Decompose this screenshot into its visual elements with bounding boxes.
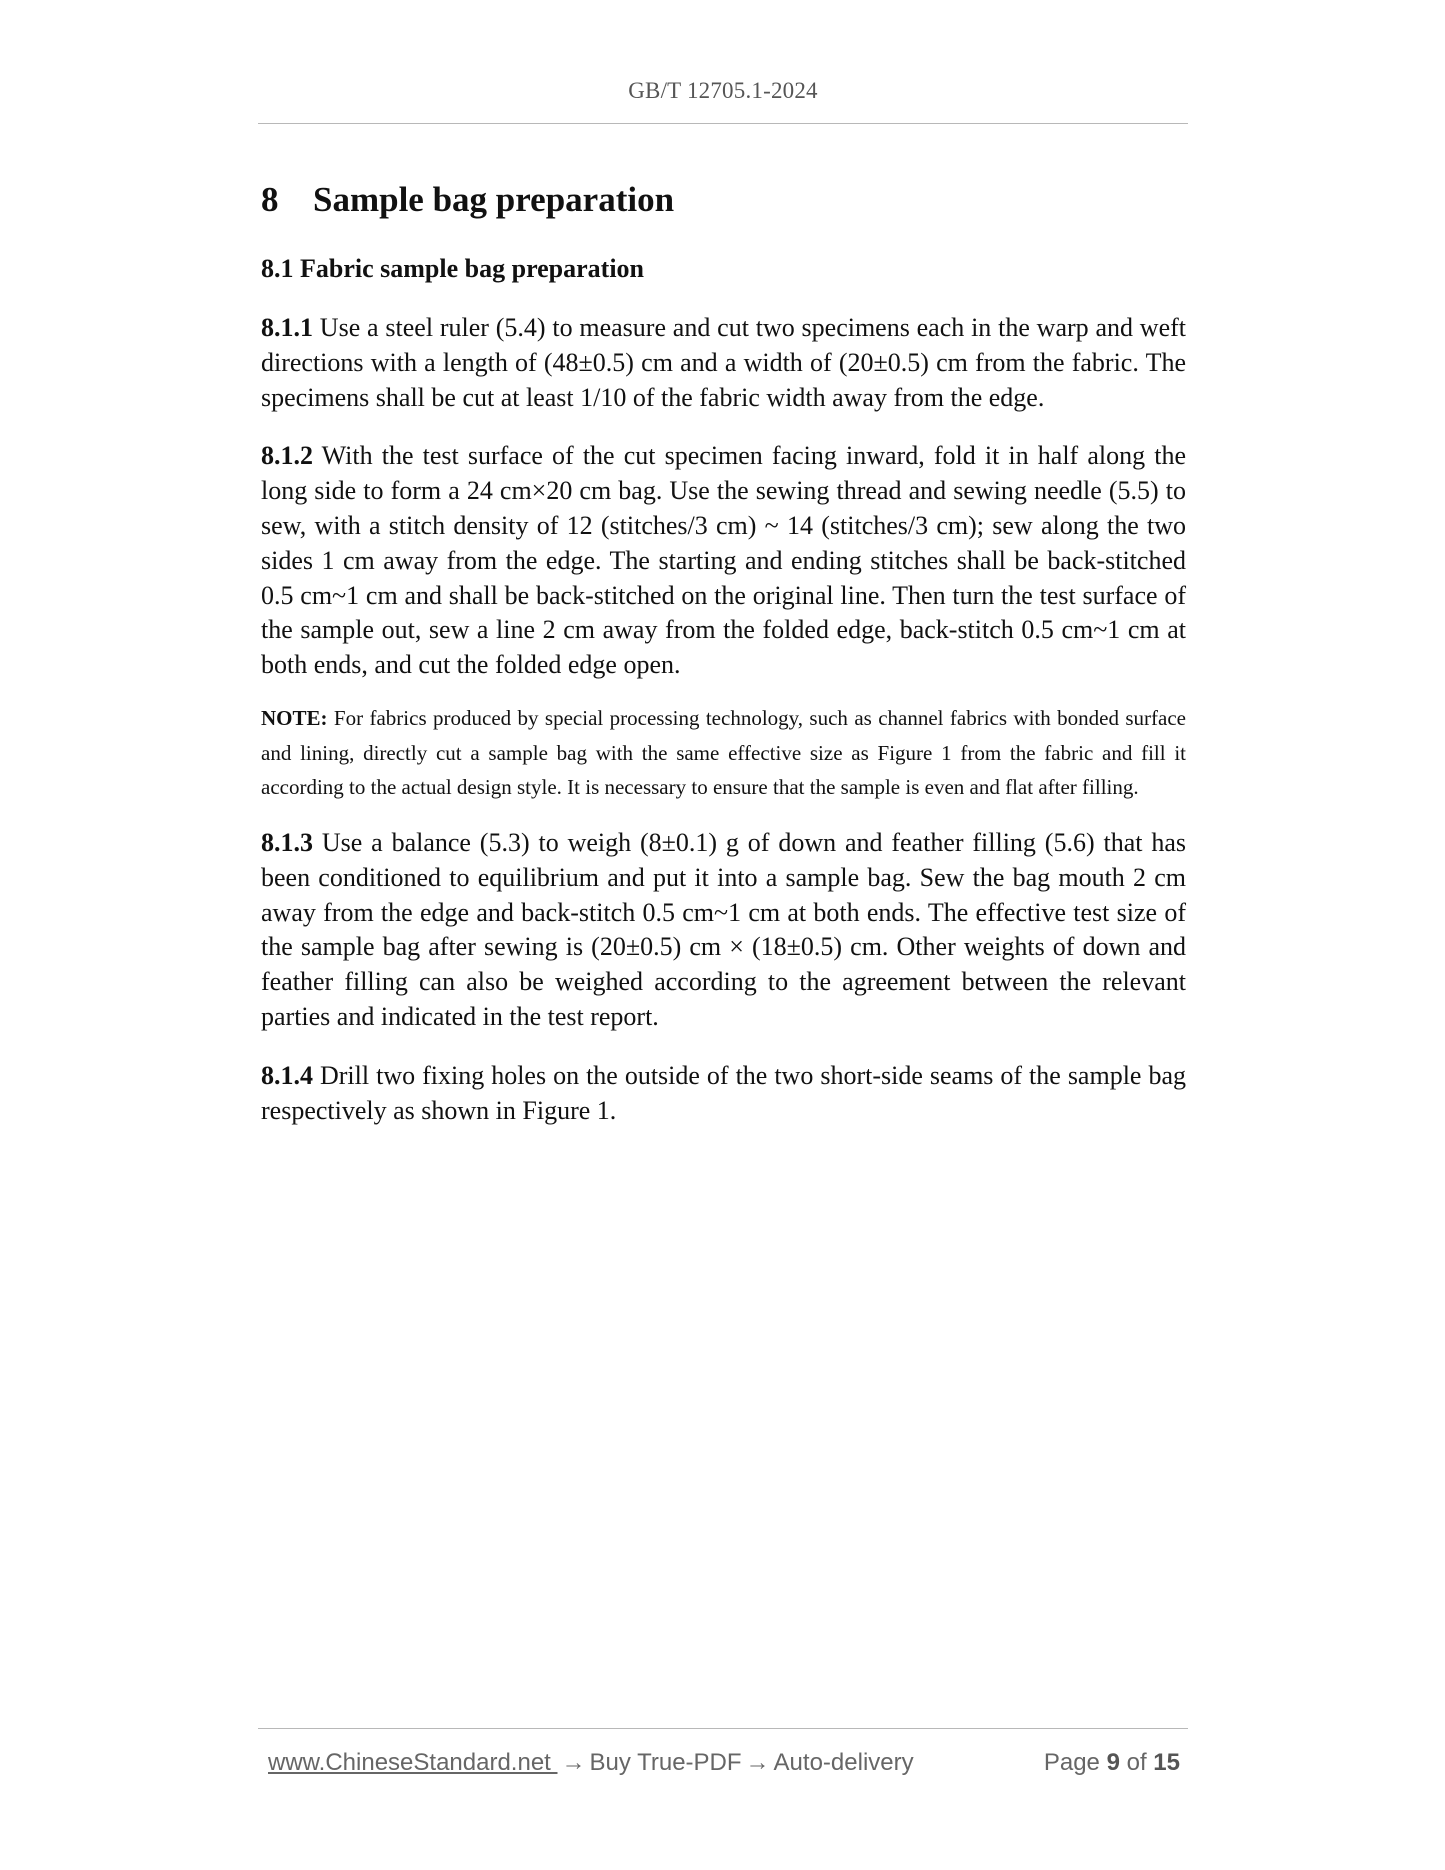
clause-number: 8.1.3 — [261, 828, 313, 858]
running-header: GB/T 12705.1-2024 — [628, 78, 818, 103]
section-title: Sample bag preparation — [313, 180, 675, 219]
note-label: NOTE: — [261, 705, 328, 730]
clause-8-1-4 — [261, 1059, 1186, 1129]
note-text: For fabrics produced by special processing technology, such as channel fabrics with bonded surface and lining, directly cut a sample bag with the same effective size as Figure 1 from the fabric and fill it according to the actual design style. It is necessary to ensure that the sample is even and flat after filling. — [261, 705, 1186, 800]
clause-number: 8.1.1 — [261, 313, 313, 342]
footer-divider — [258, 1728, 1188, 1729]
section-number: 8 — [261, 180, 279, 219]
page-total: 15 — [1153, 1749, 1180, 1776]
auto-delivery-text: Auto-delivery — [773, 1749, 914, 1776]
site-link[interactable]: www.ChineseStandard.net — [268, 1749, 558, 1776]
clause-text: Use a balance (5.3) to weigh (8±0.1) g of down and feather filling (5.6) that has been conditioned to equilibrium and put it into a sample bag. Sew the bag mouth 2 cm away from the edge and back-stitch 0.5 cm~1 cm at both ends. The effective test size of the sample bag after sewing is (20±0.5) cm × (18±0.5) cm. Other weights of down and feather filling can also be weighed according to the agreement between the relevant parties and indicated in the test report. — [261, 828, 1186, 1032]
arrow-right-icon: → — [745, 1749, 770, 1776]
page-of: of — [1126, 1749, 1147, 1776]
clause-number: 8.1.2 — [261, 441, 313, 471]
clause-text: Use a steel ruler (5.4) to measure and cut two specimens each in the warp and weft directions with a length of (48±0.5) cm and a width of (20±0.5) cm from the fabric. The specimens shall be cut at least 1/10 of the fabric width away from the edge. — [261, 313, 1186, 412]
clause-8-1-1 — [261, 311, 1186, 415]
header-divider — [258, 123, 1188, 124]
page-footer — [268, 1746, 1180, 1780]
page-content — [261, 176, 1186, 1128]
clause-8-1-2 — [261, 439, 1186, 683]
clause-text: Drill two fixing holes on the outside of the two short-side seams of the sample bag respectively as shown in Figure 1. — [261, 1060, 1186, 1125]
clause-8-1-3 — [261, 826, 1186, 1035]
footer-links — [268, 1746, 914, 1780]
page-label: Page — [1043, 1749, 1100, 1776]
page-number — [1044, 1746, 1180, 1780]
page-current: 9 — [1106, 1749, 1120, 1776]
subsection-heading: 8.1 Fabric sample bag preparation — [261, 254, 645, 283]
clause-text: With the test surface of the cut specimen facing inward, fold it in half along the long side to form a 24 cm×20 cm bag. Use the sewing thread and sewing needle (5.5) to sew, with a stitch density of 12 (stitches/3 cm) ~ 14 (stitches/3 cm); sew along the two sides 1 cm away from the edge. The starting and ending stitches shall be back-stitched 0.5 cm~1 cm and shall be back-stitched on the original line. Then turn the test surface of the sample out, sew a line 2 cm away from the folded edge, back-stitch 0.5 cm~1 cm at both ends, and cut the folded edge open. — [261, 441, 1186, 680]
note — [261, 701, 1186, 805]
section-heading — [261, 176, 1186, 224]
arrow-right-icon: → — [561, 1749, 586, 1776]
buy-true-pdf-text: Buy True-PDF — [589, 1749, 742, 1776]
clause-number: 8.1.4 — [261, 1060, 313, 1090]
